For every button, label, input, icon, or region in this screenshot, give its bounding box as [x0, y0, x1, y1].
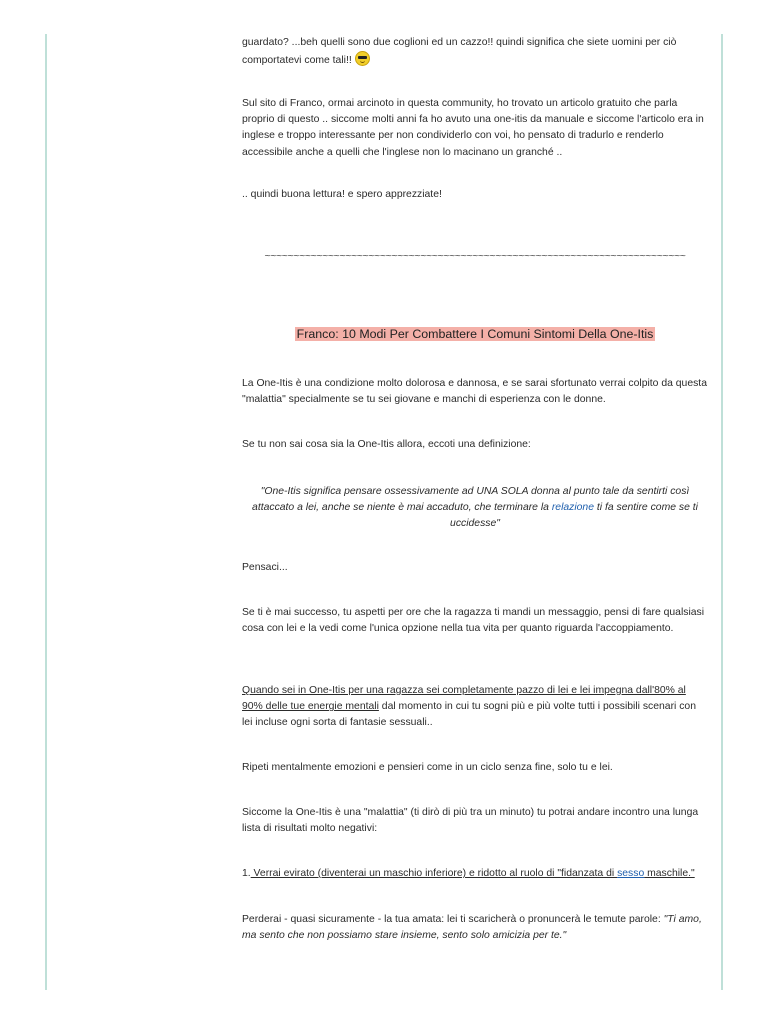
article-title: Franco: 10 Modi Per Combattere I Comuni Sintomi Della One-Itis: [296, 327, 654, 341]
separator: ~~~~~~~~~~~~~~~~~~~~~~~~~~~~~~~~~~~~~~~~~~~~~~~~~~~~~~~~~~~~~~~~~~~~~~~~~: [264, 251, 686, 262]
paragraph: guardato? ...beh quelli sono due coglioni ed un cazzo!! quindi significa che siete uomini per ciò comportatevi come tali!!: [242, 37, 677, 67]
paragraph: Se ti è mai successo, tu aspetti per ore che la ragazza ti mandi un messaggio, pensi di fare qualsiasi cosa con lei e la vedi come l'unica opzione nella tua vita per quanto riguarda l'accoppiamento.: [242, 607, 705, 635]
paragraph: Pensaci...: [242, 562, 288, 573]
sesso-link[interactable]: sesso: [617, 868, 645, 879]
paragraph: Ripeti mentalmente emozioni e pensieri come in un ciclo senza fine, solo tu e lei.: [242, 762, 613, 773]
paragraph: Siccome la One-Itis è una "malattia" (ti dirò di più tra un minuto) tu potrai andare incontro una lunga lista di risultati molto negativi:: [242, 807, 699, 835]
paragraph: .. quindi buona lettura! e spero apprezziate!: [242, 189, 442, 200]
list-item: 1. Verrai evirato (diventerai un maschio inferiore) e ridotto al ruolo di "fidanzata di sesso maschile.": [242, 868, 695, 879]
sunglasses-emoji-icon: [355, 51, 370, 66]
paragraph: La One-Itis è una condizione molto dolorosa e dannosa, e se sarai sfortunato verrai colpito da questa "malattia" specialmente se tu sei giovane e manchi di esperienza con le donne.: [242, 378, 707, 406]
page-border-left: [45, 34, 47, 990]
paragraph: Sul sito di Franco, ormai arcinoto in questa community, ho trovato un articolo gratuito che parla proprio di questo .. siccome molti anni fa ho avuto una one-itis da manuale e siccome l'articolo era in inglese e troppo interessante per non condividerlo con voi, ho pensato di tradurlo e renderlo accessibile anche a quelli che l'inglese non lo macinano un granché ..: [242, 98, 704, 158]
relazione-link[interactable]: relazione: [551, 502, 594, 514]
paragraph: Perderai - quasi sicuramente - la tua amata: lei ti scaricherà o pronuncerà le temute parole: "Ti amo, ma sento che non possiamo stare insieme, sento solo amicizia per te.": [242, 914, 702, 942]
paragraph: Se tu non sai cosa sia la One-Itis allora, eccoti una definizione:: [242, 439, 531, 450]
page-border-right: [721, 34, 723, 990]
definition-quote: "One-Itis significa pensare ossessivamente ad UNA SOLA donna al punto tale da sentirti così attaccato a lei, anche se niente è mai accaduto, che terminare la relazione ti fa sentire come se ti uccidesse": [252, 486, 698, 530]
paragraph: Quando sei in One-Itis per una ragazza sei completamente pazzo di lei e lei impegna dall'80% al 90% delle tue energie mentali dal momento in cui tu sogni più e più volte tutti i possibili scenari con lei incluse ogni sorta di fantasie sessuali..: [242, 685, 696, 729]
